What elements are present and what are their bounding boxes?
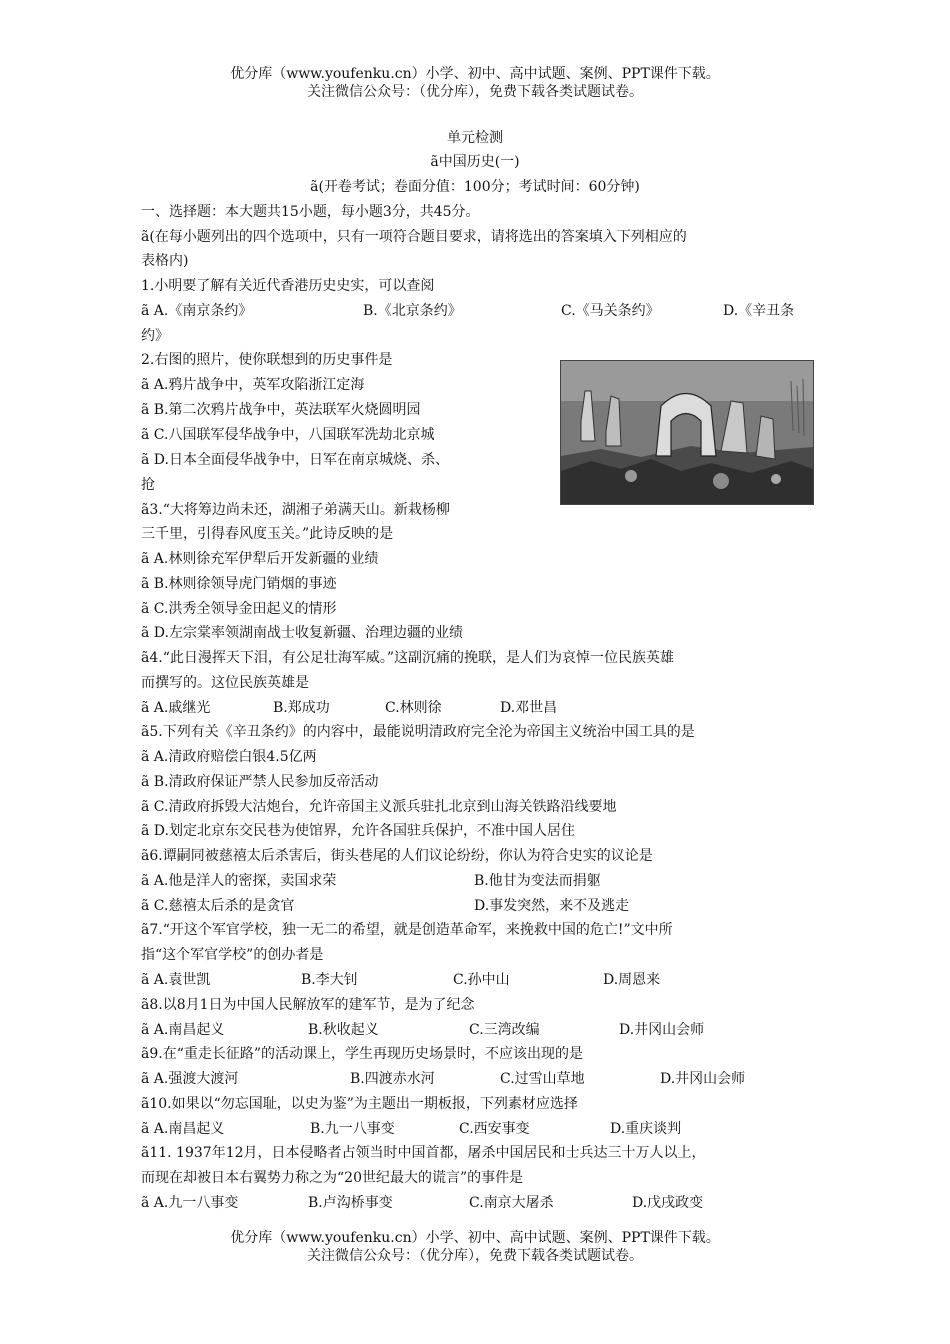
q7-option-a: ã A.袁世凯 (141, 972, 211, 988)
q10-option-d: D.重庆谈判 (610, 1121, 682, 1137)
q11-option-c: C.南京大屠杀 (469, 1195, 554, 1211)
q9-stem: ã9.在“重走长征路”的活动课上，学生再现历史场景时，不应该出现的是 (141, 1046, 584, 1062)
footer-line-1: 优分库（www.youfenku.cn）小学、初中、高中试题、案例、PPT课件下载。 (230, 1230, 720, 1246)
q9-option-d: D.井冈山会师 (660, 1071, 746, 1087)
q6-option-d: D.事发突然，来不及逃走 (474, 898, 630, 914)
q3-option-a: ã A.林则徐充军伊犁后开发新疆的业绩 (141, 551, 379, 567)
q10-option-a: ã A.南昌起义 (141, 1121, 225, 1137)
q5-option-a: ã A.清政府赔偿白银4.5亿两 (141, 749, 317, 765)
q3-option-d: ã D.左宗棠率领湖南战士收复新疆、治理边疆的业绩 (141, 625, 463, 641)
q11-option-d: D.戊戌政变 (632, 1195, 704, 1211)
q2-option-b: ã B.第二次鸦片战争中，英法联军火烧圆明园 (141, 402, 421, 418)
q9-option-b: B.四渡赤水河 (350, 1071, 435, 1087)
q8-option-a: ã A.南昌起义 (141, 1022, 225, 1038)
q2-stem: 2.右图的照片，使你联想到的历史事件是 (141, 352, 393, 368)
q7-stem: ã7.“开这个军官学校，独一无二的希望，就是创造革命军，来挽救中国的危亡!”文中所 (141, 922, 673, 938)
section-instruction-cont: 表格内) (141, 253, 189, 269)
q11-stem-cont: 而现在却被日本右翼势力称之为“20世纪最大的谎言”的事件是 (141, 1170, 524, 1186)
doc-title: 单元检测 (447, 130, 503, 146)
q10-option-b: B.九一八事变 (310, 1121, 395, 1137)
q6-stem: ã6.谭嗣同被慈禧太后杀害后，街头巷尾的人们议论纷纷，你认为符合史实的议论是 (141, 848, 653, 864)
q6-option-c: ã C.慈禧太后杀的是贪官 (141, 898, 295, 914)
q5-option-c: ã C.清政府拆毁大沽炮台，允许帝国主义派兵驻扎北京到山海关铁路沿线要地 (141, 799, 617, 815)
q6-option-a: ã A.他是洋人的密探，卖国求荣 (141, 873, 337, 889)
q1-option-d: D.《辛丑条 (723, 303, 795, 319)
q2-option-c: ã C.八国联军侵华战争中，八国联军洗劫北京城 (141, 427, 435, 443)
q3-option-c: ã C.洪秀全领导金田起义的情形 (141, 601, 337, 617)
q3-stem-cont: 三千里，引得春风度玉关。”此诗反映的是 (141, 526, 394, 542)
q4-stem: ã4.“此日漫挥天下泪，有公足壮海军威。”这副沉痛的挽联，是人们为哀悼一位民族英雄 (141, 650, 675, 666)
q7-option-c: C.孙中山 (453, 972, 510, 988)
exam-info: ã(开卷考试；卷面分值：100分；考试时间：60分钟) (310, 179, 640, 195)
q3-stem: ã3.“大将筹边尚未还，湖湘子弟满天山。新栽杨柳 (141, 502, 450, 518)
q2-option-d-cont: 抢 (141, 477, 155, 493)
q4-option-c: C.林则徐 (385, 700, 442, 716)
q11-option-a: ã A.九一八事变 (141, 1195, 239, 1211)
q8-option-b: B.秋收起义 (308, 1022, 379, 1038)
q1-stem: 1.小明要了解有关近代香港历史史实，可以查阅 (141, 278, 435, 294)
q9-option-a: ã A.强渡大渡河 (141, 1071, 239, 1087)
q7-option-b: B.李大钊 (301, 972, 358, 988)
q4-option-a: ã A.戚继光 (141, 700, 211, 716)
q2-option-a: ã A.鸦片战争中，英军攻陷浙江定海 (141, 377, 365, 393)
ruins-illustration (561, 361, 813, 504)
q7-option-d: D.周恩来 (603, 972, 661, 988)
q7-stem-cont: 指“这个军官学校”的创办者是 (141, 947, 324, 963)
q1-option-a: ã A.《南京条约》 (141, 303, 253, 319)
q8-option-c: C.三湾改编 (469, 1022, 540, 1038)
header-line-1: 优分库（www.youfenku.cn）小学、初中、高中试题、案例、PPT课件下载。 (230, 66, 720, 82)
q5-option-b: ã B.清政府保证严禁人民参加反帝活动 (141, 774, 379, 790)
q1-option-b: B.《北京条约》 (363, 303, 462, 319)
q4-option-d: D.邓世昌 (500, 700, 558, 716)
section-heading: 一、选择题：本大题共15小题，每小题3分，共45分。 (141, 204, 480, 220)
q6-option-b: B.他甘为变法而捐躯 (474, 873, 601, 889)
q4-stem-cont: 而撰写的。这位民族英雄是 (141, 675, 309, 691)
q10-stem: ã10.如果以“勿忘国耻，以史为鉴”为主题出一期板报，下列素材应选择 (141, 1096, 578, 1112)
q4-option-b: B.郑成功 (273, 700, 330, 716)
q8-stem: ã8.以8月1日为中国人民解放军的建军节，是为了纪念 (141, 997, 475, 1013)
q11-option-b: B.卢沟桥事变 (308, 1195, 393, 1211)
section-instruction: ã(在每小题列出的四个选项中，只有一项符合题目要求，请将选出的答案填入下列相应的 (141, 229, 687, 245)
q10-option-c: C.西安事变 (459, 1121, 530, 1137)
doc-subtitle: ã中国历史(一) (430, 154, 520, 170)
ruins-photo (560, 360, 814, 505)
q5-stem: ã5.下列有关《辛丑条约》的内容中，最能说明清政府完全沦为帝国主义统治中国工具的是 (141, 724, 695, 740)
q1-option-d-cont: 约》 (141, 328, 169, 344)
q3-option-b: ã B.林则徐领导虎门销烟的事迹 (141, 576, 337, 592)
q11-stem: ã11. 1937年12月，日本侵略者占领当时中国首都，屠杀中国居民和士兵达三十万人以上， (141, 1145, 706, 1161)
q9-option-c: C.过雪山草地 (500, 1071, 585, 1087)
q5-option-d: ã D.划定北京东交民巷为使馆界，允许各国驻兵保护，不准中国人居住 (141, 823, 575, 839)
q8-option-d: D.井冈山会师 (619, 1022, 705, 1038)
header-line-2: 关注微信公众号：（优分库），免费下载各类试题试卷。 (307, 84, 643, 100)
q1-option-c: C.《马关条约》 (561, 303, 660, 319)
q2-option-d: ã D.日本全面侵华战争中，日军在南京城烧、杀、 (141, 452, 449, 468)
footer-line-2: 关注微信公众号：（优分库），免费下载各类试题试卷。 (307, 1248, 643, 1264)
